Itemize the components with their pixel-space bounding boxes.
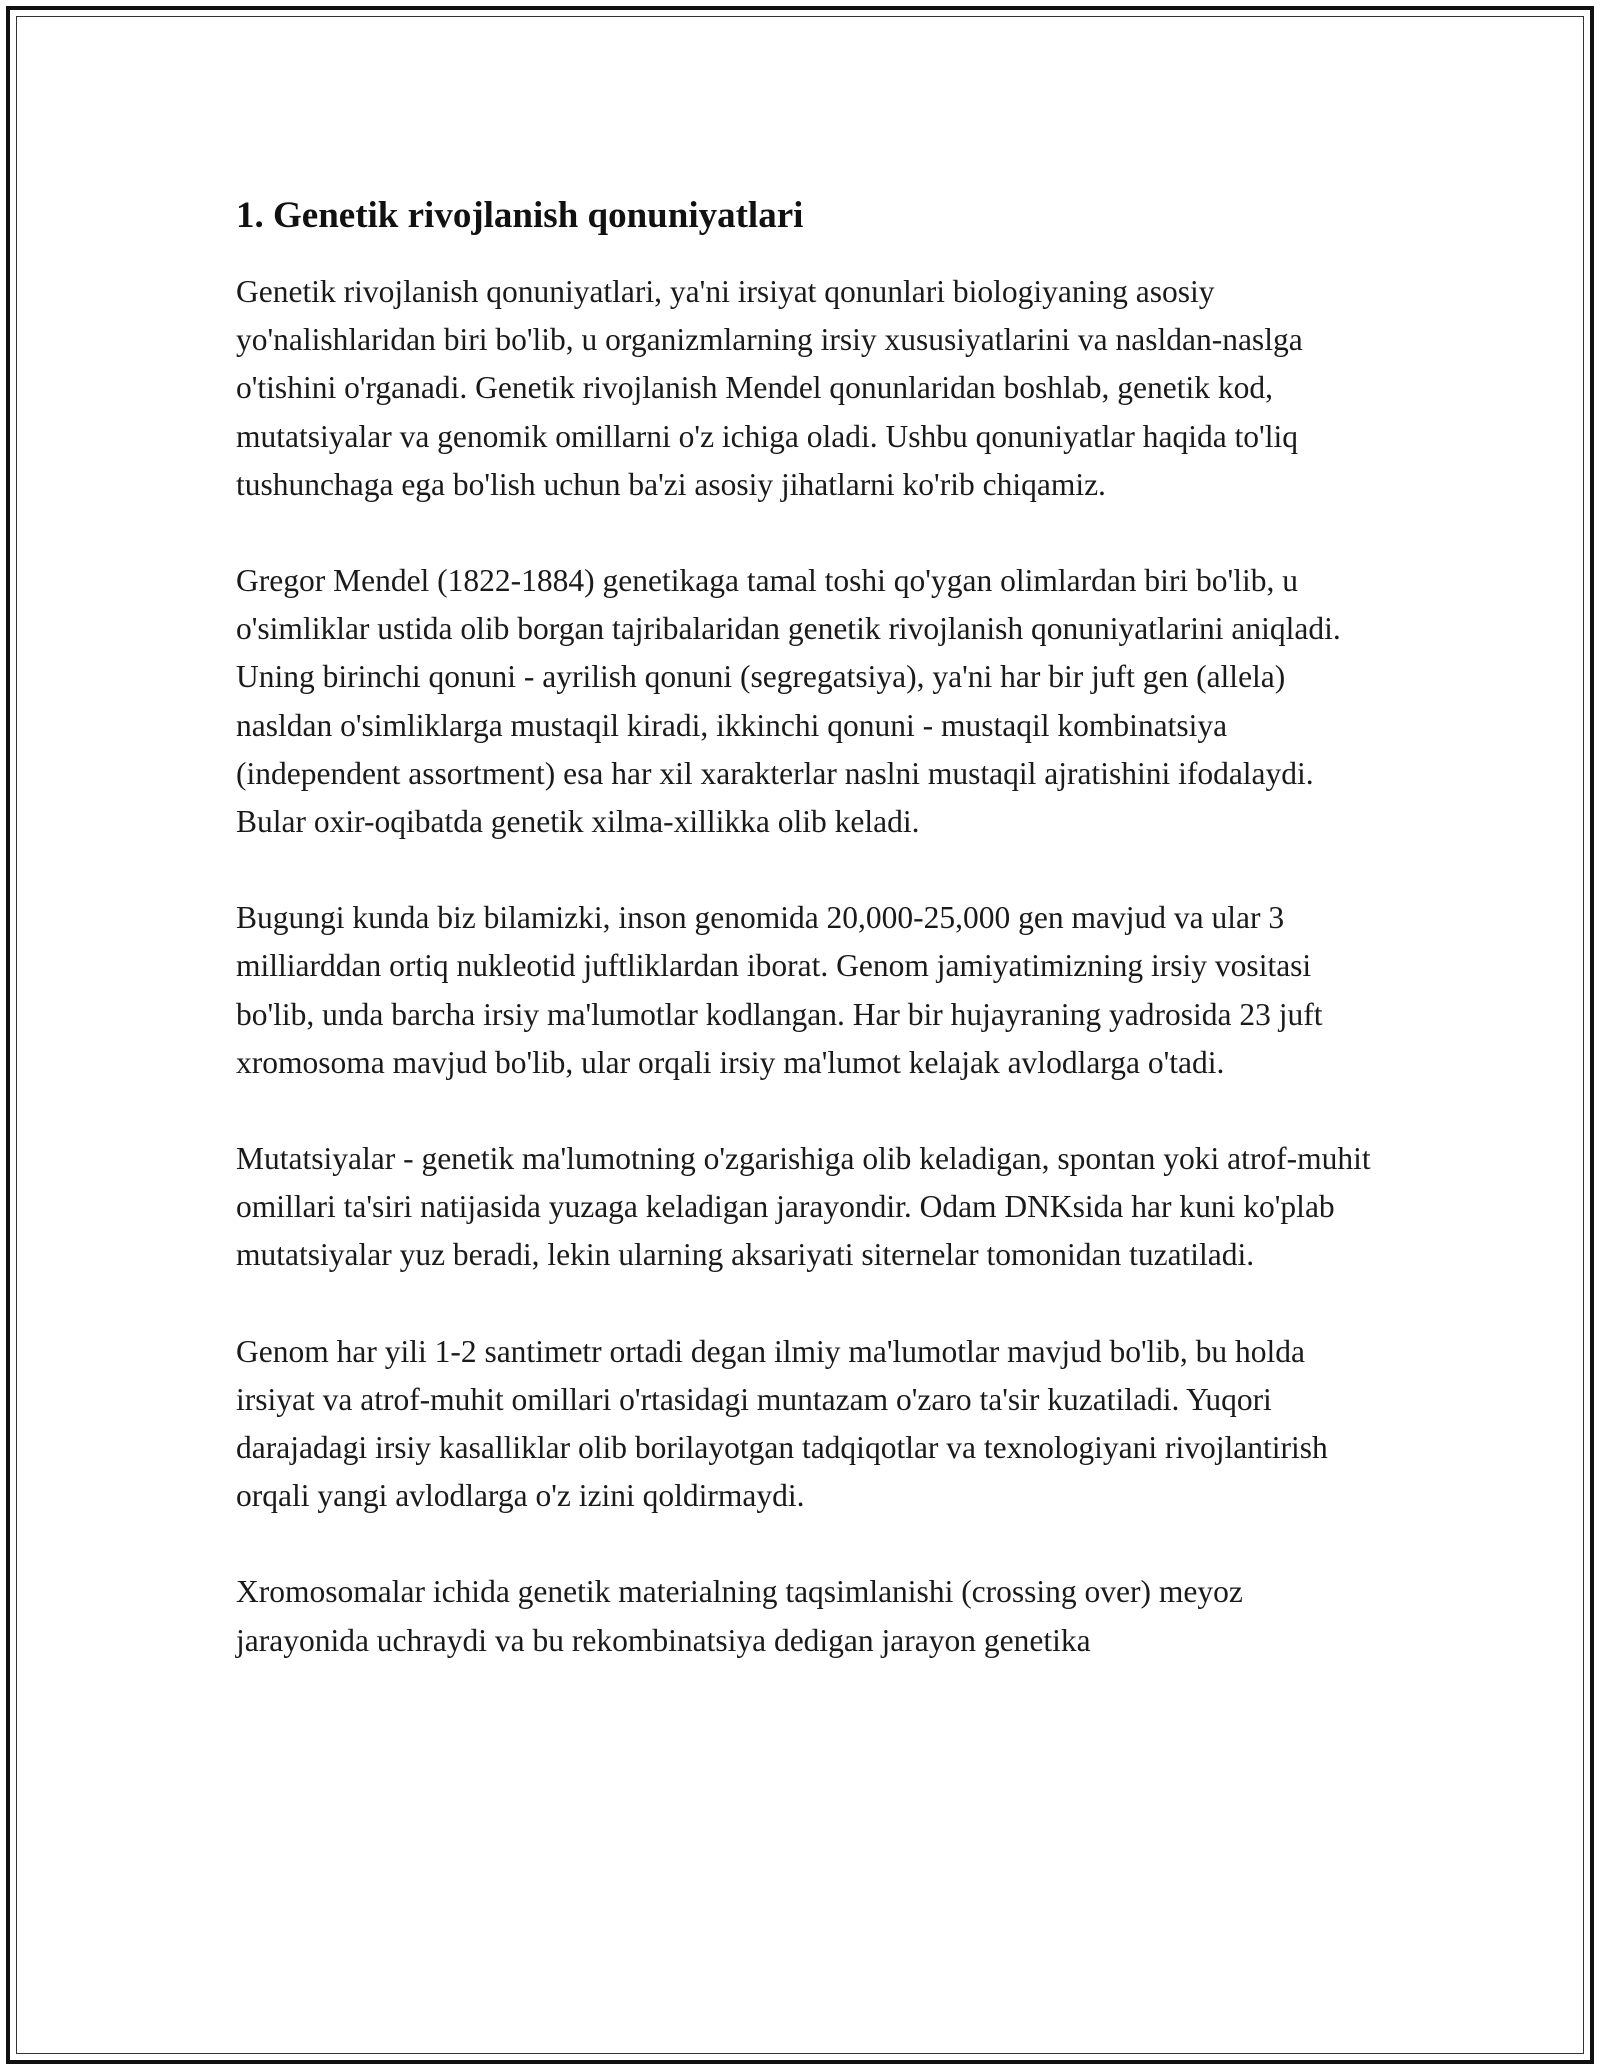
paragraph-genome: Bugungi kunda biz bilamizki, inson genomida 20,000-25,000 gen mavjud va ular 3 milliarddan ortiq nukleotid juftliklardan iborat. Genom jamiyatimizning irsiy vositasi bo'lib, unda barcha irsiy ma'lumotlar kodlangan. Har bir hujayraning yadrosida 23 juft xromosoma mavjud bo'lib, ular orqali irsiy ma'lumot kelajak avlodlarga o'tadi. [236, 900, 1323, 1080]
paragraph-mutations: Mutatsiyalar - genetik ma'lumotning o'zgarishiga olib keladigan, spontan yoki atrof-muhit omillari ta'siri natijasida yuzaga keladigan jarayondir. Odam DNKsida har kuni ko'plab mutatsiyalar yuz beradi, lekin ularning aksariyati siternelar tomonidan tuzatiladi. [236, 1141, 1371, 1273]
section-heading: 1. Genetik rivojlanish qonuniyatlari [236, 195, 804, 236]
paragraph-intro: Genetik rivojlanish qonuniyatlari, ya'ni irsiyat qonunlari biologiyaning asosiy yo'nalishlaridan biri bo'lib, u organizmlarning irsiy xususiyatlarini va nasldan-naslga o'tishini o'rganadi. Genetik rivojlanish Mendel qonunlaridan boshlab, genetik kod, mutatsiyalar va genomik omillarni o'z ichiga oladi. Ushbu qonuniyatlar haqida to'liq tushunchaga ega bo'lish uchun ba'zi asosiy jihatlarni ko'rib chiqamiz. [236, 274, 1303, 502]
paragraph-genome-growth: Genom har yili 1-2 santimetr ortadi degan ilmiy ma'lumotlar mavjud bo'lib, bu holda irsiyat va atrof-muhit omillari o'rtasidagi muntazam o'zaro ta'sir kuzatiladi. Yuqori darajadagi irsiy kasalliklar olib borilayotgan tadqiqotlar va texnologiyani rivojlantirish orqali yangi avlodlarga o'z izini qoldirmaydi. [236, 1333, 1328, 1514]
paragraph-mendel: Gregor Mendel (1822-1884) genetikaga tamal toshi qo'ygan olimlardan biri bo'lib, u o'simliklar ustida olib borgan tajribalaridan genetik rivojlanish qonuniyatlarini aniqladi. Uning birinchi qonuni - ayrilish qonuni (segregatsiya), ya'ni har bir juft gen (allela) nasldan o'simliklarga mustaqil kiradi, ikkinchi qonuni - mustaqil kombinatsiya (independent assortment) esa har xil xarakterlar naslni mustaqil ajratishini ifodalaydi. Bular oxir-oqibatda genetik xilma-xillikka olib keladi. [236, 563, 1341, 840]
document-body [236, 190, 1376, 1665]
paragraph-crossing-over: Xromosomalar ichida genetik materialning taqsimlanishi (crossing over) meyoz jarayonida uchraydi va bu rekombinatsiya dedigan jarayon genetika [236, 1574, 1243, 1658]
